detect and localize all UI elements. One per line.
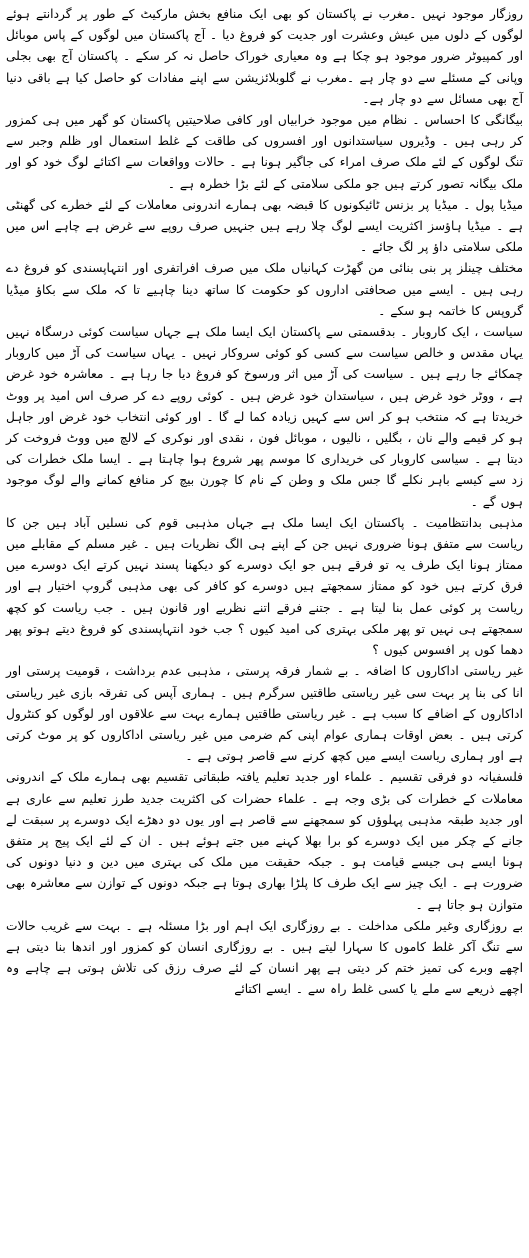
paragraph-non-state-actors: غیر ریاستی اداکاروں کا اضافہ ۔ بے شمار فرقہ پرستی ، مذہبی عدم برداشت ، قومیت پرستی اور انا کی بنا پر بہت سی غیر ریاستی طاقتیں سرگرم ہیں ۔ ہماری آپس کی تفرقہ بازی غیر ریاستی اداکاروں کے اضافے کا سبب ہے ۔ غیر ریاستی طاقتیں ہمارے بہت سے علاقوں اور لوگوں کو کنٹرول کرتی ہیں ۔ بعض اوقات ہماری عوام اپنی کم ضرمی میں غیر ریاستی اداکاروں کو پر موٹ کرتی ہے اور ہماری ریاست ایسے میں کچھ کرنے سے قاصر ہوتی ہے ۔ [6, 664, 523, 764]
paragraph-religious-mismanagement: مذہبی بدانتظامیت ۔ پاکستان ایک ایسا ملک ہے جہاں مذہبی قوم کی نسلیں آباد ہیں جن کا ریاست سے متفق ہونا ضروری نہیں جن کے اپنے ہی الگ نظریات ہیں ۔ غیر مسلم کے مقابلے میں ممتاز ہونا ایک طرف یہ تو فرقے ہیں جو ایک دوسرے کو دیکھنا پسند نہیں کرتے ایک دوسرے میں فرق کرتے ہیں خود کو ممتاز سمجھتے ہیں دوسرے کو کافر کی بھی مذہبی گروپ اختیار ہے اور ریاست پر کوئی عمل بنا لیتا ہے ۔ جتنے فرقے اتنے نظریے اور قانون ہیں ۔ جب ریاست کو کچھ سمجھتے ہی نہیں تو پھر ملکی بہتری کی امید کیوں ؟ جب خود انتہاپسندی کو فروغ دیتے ہوتو پھر دھما کوں پر افسوس کیوں ؟ [6, 515, 523, 658]
paragraph-alienation: بیگانگی کا احساس ۔ نظام میں موجود خرابیاں اور کافی صلاحیتیں پاکستان کو گھر میں ہی کمزور کر رہی ہیں ۔ وڈیروں سیاستدانوں اور افسروں کی طاقت کے غلط استعمال اور ظلم وجبر سے تنگ لوگوں کے لئے ملک صرف امراء کی جاگیر ہونا ہے ۔ حالات وواقعات سے اکتائے لوگ خود کو اور ملک بیگانہ تصور کرتے ہیں جو ملکی سلامتی کے لئے بڑا خطرہ ہے ۔ [6, 113, 523, 191]
paragraph-globalization: روزگار موجود نہیں ۔مغرب نے پاکستان کو بھی ایک منافع بخش مارکیٹ کے طور پر گردانتے ہوئے لوگوں کے دلوں میں عیش وعشرت اور جدیت کو فروغ دیا ۔ آج پاکستان میں لوگوں کے پاس موبائل اور کمپیوٹر ضرور موجود ہو چکا ہے وہ معیاری خوراک حاصل نہ کر سکے ۔ پاکستان آج بھی بجلی وپانی کے مسئلے سے دو چار ہے ۔مغرب نے گلوبلائزیشن سے اپنے مفادات کو حاصل کیا ہے باقی دنیا آج بھی مسائل سے دو چار ہے۔ [6, 7, 523, 106]
paragraph-media-channels: مختلف چینلز پر بنی بنائی من گھڑت کہانیاں ملک میں صرف افراتفری اور انتہاپسندی کو فروغ دے رہی ہیں ۔ ایسے میں صحافتی اداروں کو حکومت کا ساتھ دینا چاہیے تا کہ ملک سے بکاؤ میڈیا گروپس کا خاتمہ ہو سکے ۔ [6, 261, 523, 318]
paragraph-politics-business: سیاست ، ایک کاروبار ۔ بدقسمتی سے پاکستان ایک ایسا ملک ہے جہاں سیاست کوئی درسگاہ نہیں یہاں مقدس و خالص سیاست سے کسی کو کوئی سروکار نہیں ۔ یہاں سیاست کی آڑ میں کاروبار چمکائے جا رہے ہیں ۔ سیاست کی آڑ میں اثر ورسوخ کو فروغ دیا جا رہا ہے ۔ معاشرہ خود غرض ہے ، ووٹر خود غرض ہیں ، سیاستدان خود غرض ہیں ۔ کوئی روپے دے کر صرف اس امید پر ووٹ خریدتا ہے کہ منتخب ہو کر اس سے کہیں زیادہ کما لے گا ۔ اور کوئی انتخاب خود غرض اور جاہل ہو کر قیمے والے نان ، بگلیں ، نالیوں ، موبائل فون ، نقدی اور نوکری کے لالچ میں ووٹ فروخت کر دیتا ہے ۔ سیاسی کاروبار کی خریداری کا موسم پھر شروع ہوا چاہتا ہے ۔ ایسا ملک خطرات کی زد سے کیسے باہر نکلے گا جس ملک و وطن کے نام کا چورن بیچ کر منافع کمانے والے لوگ موجود ہوں گے ۔ [6, 325, 523, 509]
paragraph-media-poll: میڈیا پول ۔ میڈیا پر بزنس ٹائیکونوں کا قبضہ بھی ہمارے اندرونی معاملات کے لئے خطرے کی گھنٹی ہے ۔ میڈیا ہاؤسز اکثریت ایسے لوگ چلا رہے ہیں جنہیں صرف روپے سے غرض ہے چاہے اس میں ملکی سلامتی داؤ پر لگ جائے ۔ [6, 197, 523, 255]
paragraph-unemployment: بے روزگاری وغیر ملکی مداخلت ۔ بے روزگاری ایک اہم اور بڑا مسئلہ ہے ۔ بہت سے غریب حالات سے تنگ آکر غلط کاموں کا سہارا لیتے ہیں ۔ بے روزگاری انسان کو کمزور اور اندھا بنا دیتی ہے اچھے وبرے کی تمیز ختم کر دیتی ہے پھر انسان کے لئے صرف رزق کی تلاش ہوتی ہے چاہے وہ اچھے ذریعے سے ملے یا کسی غلط راہ سے ۔ ایسے اکتائے [6, 918, 523, 997]
paragraph-philosophical-divide: فلسفیانہ دو فرقی تقسیم ۔ علماء اور جدید تعلیم یافتہ طبقاتی تقسیم بھی ہمارے ملک کے اندرونی معاملات کے خطرات کی بڑی وجہ ہے ۔ علماء حضرات کی اکثریت جدید طرز تعلیم سے عاری ہے اور جدید طبقہ مذہبی پہلوؤں کو سمجھنے سے قاصر ہے اور یوں دو دھڑے ایک دوسرے پر سبقت لے جانے کے چکر میں ایک دوسرے کو برا بھلا کہنے میں جتے ہوئے ہیں ۔ ان کے لئے ایک پیج پر متفق ہونا ایسے ہی جیسے قیامت ہو ۔ جبکہ حقیقت میں ملک کی بہتری میں دین و دنیا دونوں کی ضرورت ہے ۔ ایک چیز سے ایک طرف کا پلڑا بھاری ہوتا ہے جبکہ دونوں کے توازن سے معاشرہ بھی متوازن ہو جاتا ہے ۔ [6, 770, 523, 912]
